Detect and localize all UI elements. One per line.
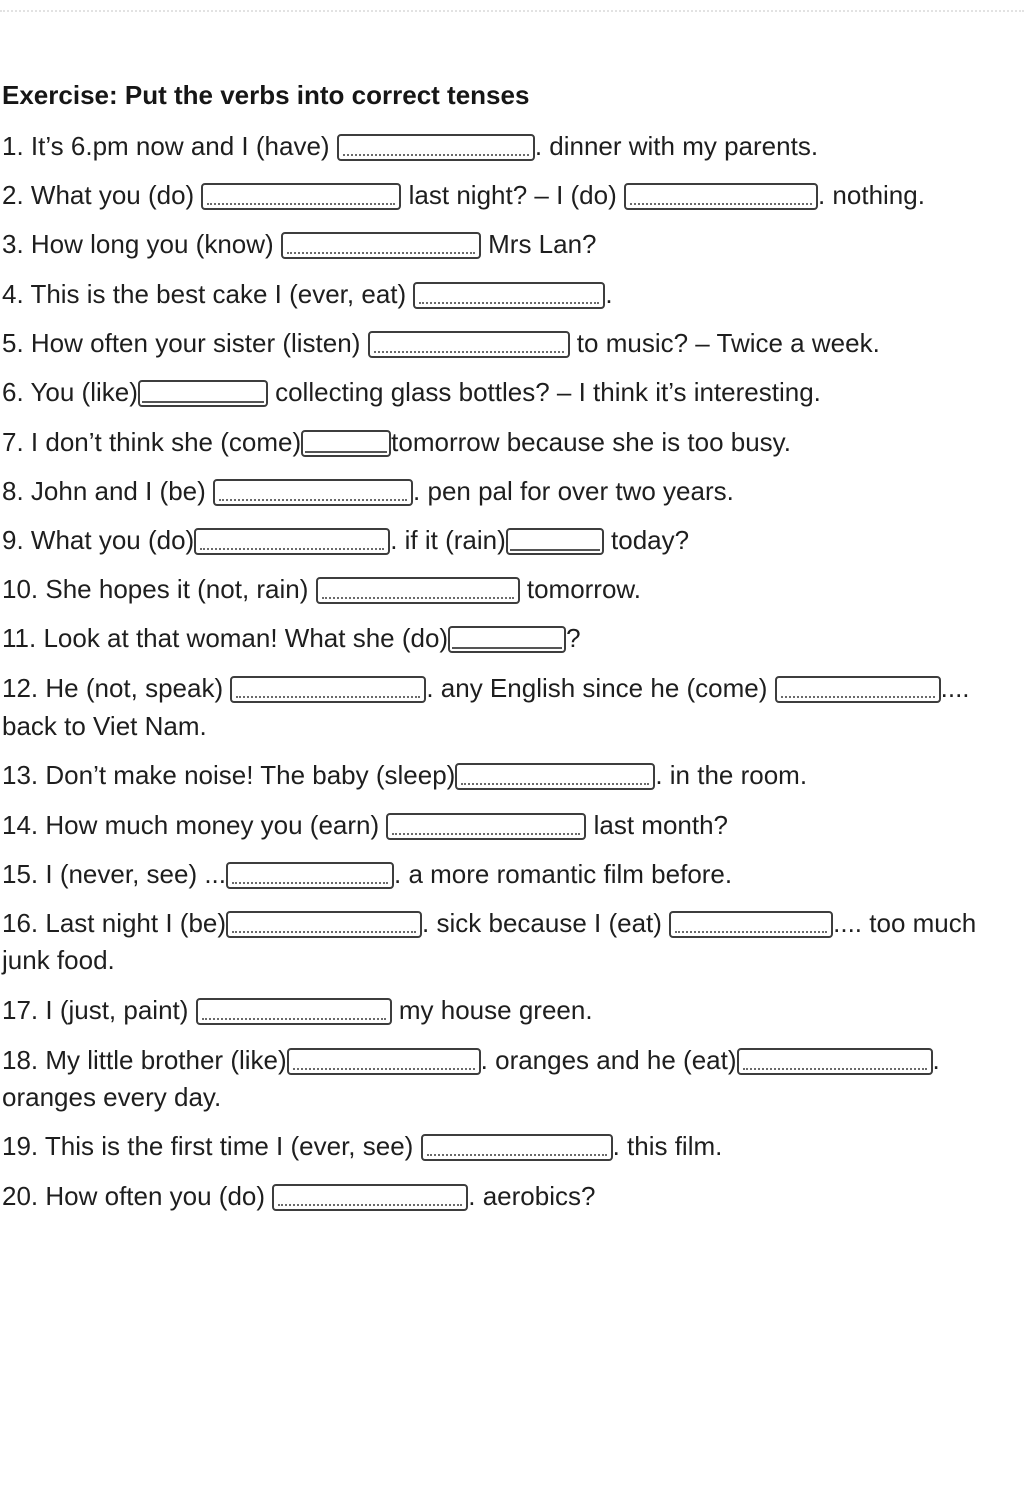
answer-box[interactable] bbox=[138, 380, 268, 407]
answer-box[interactable] bbox=[413, 282, 605, 309]
item-text: . any English since he (come) bbox=[426, 673, 775, 703]
item-text: 20. How often you (do) bbox=[2, 1181, 273, 1211]
answer-box[interactable] bbox=[775, 676, 941, 703]
item-text: 15. I (never, see) ... bbox=[2, 859, 226, 889]
item-text: 18. My little brother (like) bbox=[2, 1045, 287, 1075]
answer-box[interactable] bbox=[386, 813, 586, 840]
item-text: . this film. bbox=[612, 1131, 723, 1161]
answer-box[interactable] bbox=[213, 479, 413, 506]
item-text: ? bbox=[566, 623, 581, 653]
item-text: my house green. bbox=[391, 995, 593, 1025]
item-4 bbox=[2, 278, 613, 310]
item-text: 8. John and I (be) bbox=[2, 476, 214, 506]
item-text: 19. This is the first time I (ever, see) bbox=[2, 1131, 421, 1161]
item-6 bbox=[2, 376, 821, 408]
item-3 bbox=[2, 228, 597, 260]
item-19 bbox=[2, 1130, 722, 1162]
item-text: collecting glass bottles? – I think it’s interesting. bbox=[267, 377, 821, 407]
answer-box[interactable] bbox=[301, 430, 391, 457]
item-text: 1. It’s 6.pm now and I (have) bbox=[2, 131, 337, 161]
item-text: tomorrow. bbox=[519, 574, 641, 604]
answer-box[interactable] bbox=[737, 1048, 933, 1075]
answer-box[interactable] bbox=[201, 183, 401, 210]
item-text: .... bbox=[940, 673, 970, 703]
item-text: 2. What you (do) bbox=[2, 180, 202, 210]
answer-box[interactable] bbox=[194, 528, 390, 555]
item-7 bbox=[2, 426, 791, 458]
item-1 bbox=[2, 130, 818, 162]
item-9 bbox=[2, 524, 689, 556]
item-text: 3. How long you (know) bbox=[2, 229, 281, 259]
item-text: 16. Last night I (be) bbox=[2, 908, 227, 938]
answer-box[interactable] bbox=[337, 134, 535, 161]
item-text: 13. Don’t make noise! The baby (sleep) bbox=[2, 760, 456, 790]
item-text: . dinner with my parents. bbox=[534, 131, 819, 161]
answer-box[interactable] bbox=[272, 1184, 468, 1211]
answer-box[interactable] bbox=[226, 911, 422, 938]
item-text: Mrs Lan? bbox=[480, 229, 597, 259]
item-text: 11. Look at that woman! What she (do) bbox=[2, 623, 449, 653]
answer-box[interactable] bbox=[455, 763, 655, 790]
item-text: 6. You (like) bbox=[2, 377, 138, 407]
item-2 bbox=[2, 179, 925, 211]
item-text: last month? bbox=[586, 810, 729, 840]
item-15 bbox=[2, 858, 732, 890]
item-text: 7. I don’t think she (come) bbox=[2, 427, 302, 457]
answer-box[interactable] bbox=[506, 528, 604, 555]
top-dotted-rule bbox=[0, 10, 1024, 12]
item-8 bbox=[2, 475, 734, 507]
item-text: 4. This is the best cake I (ever, eat) bbox=[2, 279, 414, 309]
item-text: . bbox=[932, 1045, 940, 1075]
answer-box[interactable] bbox=[196, 998, 392, 1025]
item-text: . oranges and he (eat) bbox=[480, 1045, 737, 1075]
item-12-continuation: back to Viet Nam. bbox=[2, 711, 207, 741]
item-16-continuation: junk food. bbox=[2, 945, 115, 975]
item-text: 10. She hopes it (not, rain) bbox=[2, 574, 316, 604]
item-14 bbox=[2, 809, 728, 841]
item-11 bbox=[2, 622, 581, 654]
item-20 bbox=[2, 1180, 595, 1212]
item-16 bbox=[2, 907, 976, 939]
item-text: last night? – I (do) bbox=[401, 180, 624, 210]
item-text: tomorrow because she is too busy. bbox=[391, 427, 791, 457]
item-text: 12. He (not, speak) bbox=[2, 673, 231, 703]
item-text: . nothing. bbox=[817, 180, 925, 210]
exercise-title: Exercise: Put the verbs into correct tenses bbox=[2, 80, 530, 110]
item-text: 5. How often your sister (listen) bbox=[2, 328, 368, 358]
item-text: 9. What you (do) bbox=[2, 525, 195, 555]
answer-box[interactable] bbox=[624, 183, 818, 210]
item-text: . in the room. bbox=[655, 760, 808, 790]
answer-box[interactable] bbox=[421, 1134, 613, 1161]
item-12 bbox=[2, 672, 970, 704]
item-text: . bbox=[605, 279, 613, 309]
item-5 bbox=[2, 327, 880, 359]
answer-box[interactable] bbox=[287, 1048, 481, 1075]
answer-box[interactable] bbox=[281, 232, 481, 259]
item-text: 17. I (just, paint) bbox=[2, 995, 196, 1025]
answer-box[interactable] bbox=[669, 911, 833, 938]
item-text: . aerobics? bbox=[468, 1181, 596, 1211]
answer-box[interactable] bbox=[448, 626, 566, 653]
answer-box[interactable] bbox=[230, 676, 426, 703]
answer-box[interactable] bbox=[226, 862, 394, 889]
item-10 bbox=[2, 573, 641, 605]
item-text: . a more romantic film before. bbox=[394, 859, 733, 889]
item-17 bbox=[2, 994, 593, 1026]
item-text: today? bbox=[603, 525, 690, 555]
item-18 bbox=[2, 1044, 940, 1076]
answer-box[interactable] bbox=[316, 577, 520, 604]
item-text: . pen pal for over two years. bbox=[413, 476, 734, 506]
item-text: to music? – Twice a week. bbox=[569, 328, 880, 358]
item-text: 14. How much money you (earn) bbox=[2, 810, 387, 840]
item-13 bbox=[2, 759, 807, 791]
item-text: . sick because I (eat) bbox=[422, 908, 670, 938]
item-text: .... too much bbox=[833, 908, 977, 938]
item-text: . if it (rain) bbox=[390, 525, 506, 555]
answer-box[interactable] bbox=[368, 331, 570, 358]
item-18-continuation: oranges every day. bbox=[2, 1082, 222, 1112]
